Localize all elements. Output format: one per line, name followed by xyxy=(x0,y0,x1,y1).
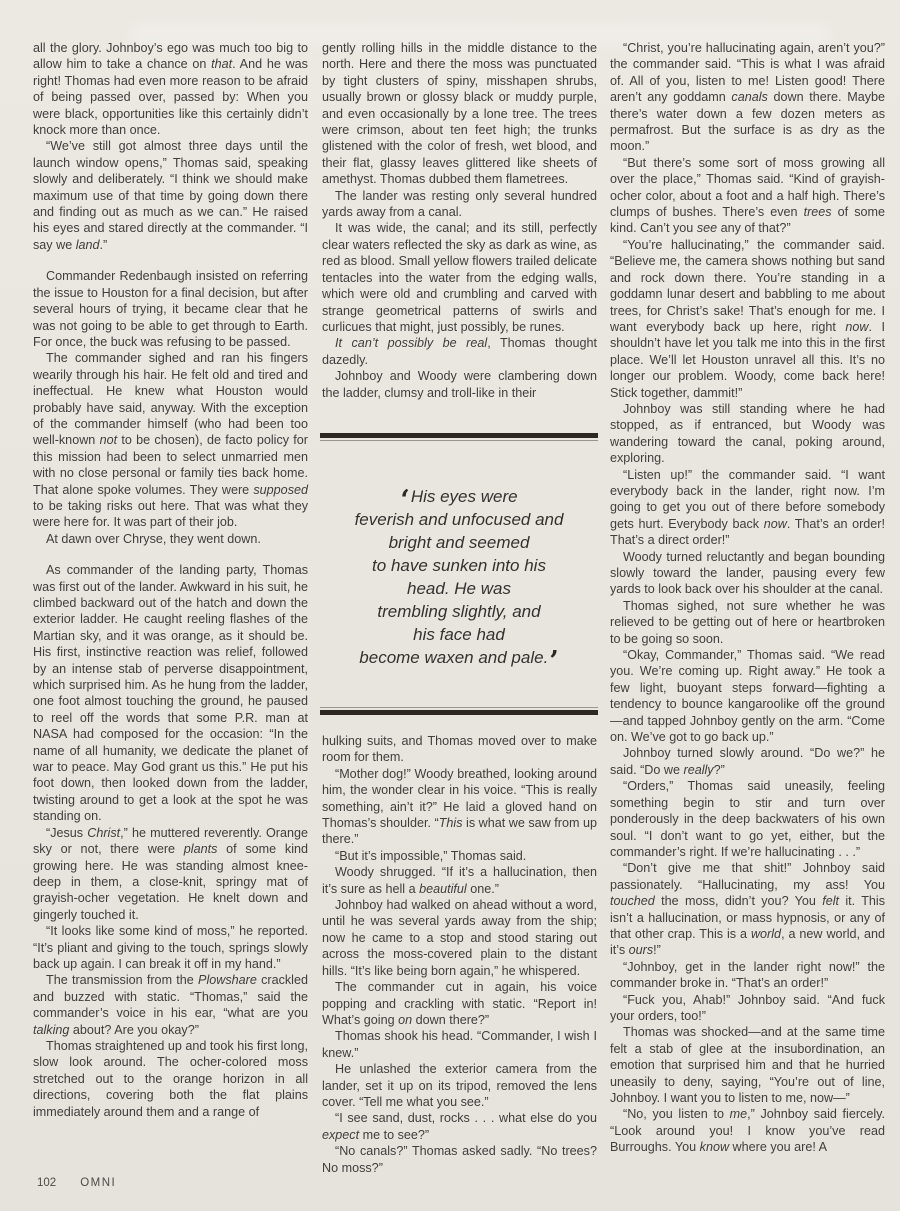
open-quote-mark: ‘ xyxy=(400,485,410,516)
paragraph: Woody shrugged. “If it’s a hallucination, then it’s sure as hell a beautiful one.” xyxy=(322,865,597,896)
pull-quote-line: ‘His eyes were xyxy=(400,485,518,516)
paragraph: “Okay, Commander,” Thomas said. “We read you. We’re coming up. Right away.” He took a few light, buoyant steps forward—fighting a tendency to bounce kangaroolike off the ground—and tapped Johnboy gently on the arm. “Come on. We’ve got to go back up.” xyxy=(610,648,885,745)
paragraph: Johnboy was still standing where he had stopped, as if entranced, but Woody was wandering toward the canal, poking around, exploring. xyxy=(610,401,885,466)
paragraph: It can’t possibly be real, Thomas thought dazedly. xyxy=(322,336,598,367)
paragraph: The commander sighed and ran his fingers wearily through his hair. He felt old and tired and ineffectual. He knew what Houston would probably have said, anyway. With the exception of the commander himself (who had been too well-known not to be chosen), de facto policy for this mission had been to select unmarried men with no close personal or family ties back home. That alone spoke volumes. They were supposed to be taking risks out here. That was what they were here for. It was part of their job. xyxy=(33,351,309,530)
paragraph: Johnboy turned slowly around. “Do we?” he said. “Do we really?” xyxy=(610,746,885,777)
pull-quote-rule-bottom xyxy=(320,707,598,715)
paragraph: “Fuck you, Ahab!” Johnboy said. “And fuck your orders, too!” xyxy=(610,992,885,1023)
pull-quote-line: head. He was xyxy=(407,579,511,598)
text-column-2-lower xyxy=(322,733,597,1175)
paragraph: Thomas straightened up and took his first long, slow look around. The ocher-colored moss stretched out to the orange horizon in all directions, covering both the flat plains immediately around them and a range of xyxy=(33,1038,308,1119)
paragraph: “Christ, you’re hallucinating again, aren’t you?” the commander said. “This is what I was afraid of. All of you, listen to me! Listen good! There aren’t any goddamn canals down there. Maybe there’s water down a few dozen meters as permafrost. But the surface is as dry as the moon.” xyxy=(610,41,885,154)
pull-quote-line: become waxen and pale.’ xyxy=(359,646,559,677)
paragraph: Thomas was shocked—and at the same time felt a stab of glee at the insubordination, an emotion that surprised him and that he hurried uneasily to deny, saying, “You’re out of line, Johnboy. I want you to listen to me, now—” xyxy=(610,1025,885,1105)
pull-quote-line: trembling slightly, and xyxy=(377,602,541,621)
paragraph: The lander was resting only several hundred yards away from a canal. xyxy=(322,188,597,220)
paragraph: At dawn over Chryse, they went down. xyxy=(46,531,261,546)
pull-quote-line: to have sunken into his xyxy=(372,556,546,575)
pull-quote-line: feverish and unfocused and xyxy=(354,510,564,529)
paragraph: all the glory. Johnboy’s ego was much too big to allow him to take a chance on that. And he was right! Thomas had even more reason to be afraid of being passed over, passed by: When you were black, opportunities like this certainly didn’t knock more than once. xyxy=(33,41,308,138)
paragraph: It was wide, the canal; and its still, perfectly clear waters reflected the sky as dark as wine, as red as blood. Small yellow flowers trailed delicate tentacles into the water from the edging walls, which were old and crumbling and carved with strange geometrical patterns of swirls and curlicues that might, just possibly, be runes. xyxy=(322,221,597,334)
paragraph: “But there’s some sort of moss growing all over the place,” Thomas said. “Kind of grayish-ocher color, about a foot and a half high. There’s clumps of bushes. There’s even trees of some kind. Can’t you see any of that?” xyxy=(610,155,885,236)
paragraph: “But it’s impossible,” Thomas said. xyxy=(335,848,527,863)
pull-quote-line: his face had xyxy=(413,625,505,644)
paragraph: gently rolling hills in the middle distance to the north. Here and there the moss was punctuated by tight clusters of spiny, misshapen shrubs, usually brown or glossy black or muddy purple, and even occasionally by a lone tree. The trees were crimson, about ten feet high; the trunks glistened with the color of fresh, wet blood, and their flat, glassy leaves glittered like sheets of amethyst. Thomas dubbed them flametrees. xyxy=(322,41,597,187)
paragraph: Johnboy and Woody were clambering down the ladder, clumsy and troll-like in their xyxy=(322,369,597,400)
paragraph: Commander Redenbaugh insisted on referring the issue to Houston for a final decision, but after several hours of trying, it became clear that he was not going to be able to get through to Earth. For once, the buck was refusing to be passed. xyxy=(33,269,308,349)
paragraph: “I see sand, dust, rocks . . . what else do you expect me to see?” xyxy=(322,1111,597,1142)
paragraph: “Don’t give me that shit!” Johnboy said passionately. “Hallucinating, my ass! You touched the moss, didn’t you? You felt it. This isn’t a hallucination, or mass hypnosis, or any of that other crap. This is a world, a new world, and it’s ours!” xyxy=(610,861,886,958)
paragraph: “No, you listen to me,” Johnboy said fiercely. “Look around you! I know you’ve read Burroughs. You know where you are! A xyxy=(610,1107,885,1155)
paragraph: He unlashed the exterior camera from the lander, set it up on its tripod, removed the lens cover. “Tell me what you see.” xyxy=(322,1062,597,1109)
paragraph: The transmission from the Plowshare crackled and buzzed with static. “Thomas,” said the commander’s voice in his ear, “what are you talking about? Are you okay?” xyxy=(33,973,308,1037)
paragraph: hulking suits, and Thomas moved over to make room for them. xyxy=(322,734,597,765)
paragraph: “Mother dog!” Woody breathed, looking around him, the wonder clear in his voice. “This is really something, ain’t it?” He laid a gloved hand on Thomas’s shoulder. “This is what we saw from up there.” xyxy=(322,766,597,847)
paragraph: “No canals?” Thomas asked sadly. “No trees? No moss?” xyxy=(322,1144,597,1175)
paragraph: “It looks like some kind of moss,” he reported. “It’s pliant and giving to the touch, springs slowly back up again. I can break it off in my hand.” xyxy=(33,924,308,971)
paragraph: Woody turned reluctantly and began bounding slowly toward the lander, pausing every few yards to look back over his shoulder at the canal. xyxy=(610,549,885,597)
pull-quote-line: bright and seemed xyxy=(388,533,530,552)
page-number: 102 xyxy=(37,1177,57,1189)
paragraph: “You’re hallucinating,” the commander said. “Believe me, the camera shows nothing but sand and rock down there. You’re standing in a goddamn lunar desert and babbling to me about trees, for Christ’s sake! That’s enough for me. I want everybody back up here, right now. I shouldn’t have let you talk me into this in the first place. We’ll let Houston unravel all this. It’s no longer our problem. Woody, come back here! Stick together, dammit!” xyxy=(610,237,886,400)
paragraph: The commander cut in again, his voice popping and crackling with static. “Report in! What’s going on down there?” xyxy=(322,980,597,1027)
text-column-3 xyxy=(610,40,885,1172)
paragraph: As commander of the landing party, Thomas was first out of the lander. Awkward in his suit, he climbed backward out of the hatch and down the exterior ladder. He caught reeling flashes of the Martian sky, and it was orange, as it should be. His first, instinctive reaction was relief, followed by an intense stab of perverse disappointment, which surprised him. As he hung from the ladder, one foot almost touching the ground, he paused to reel off the words that some P.R. man at NASA had composed for the occasion: “In the name of all humanity, we dedicate the planet of war to peace. May God grant us this.” He put his foot down, then looked down from the ladder, twisting around to get a look at the spot he was standing on. xyxy=(33,563,308,824)
pull-quote-text xyxy=(320,441,598,707)
paragraph: “Jesus Christ,” he muttered reverently. Orange sky or not, there were plants of some kind growing here. He was standing almost knee-deep in them, a close-knit, springy mat of grayish-ocher vegetation. He knelt down and gingerly touched it. xyxy=(33,825,308,922)
pull-quote xyxy=(320,433,598,715)
text-column-2-upper xyxy=(322,40,597,427)
paragraph: “Listen up!” the commander said. “I want everybody back in the lander, right now. I’m going to get you out of there before somebody gets hurt. Everybody back now. That’s an order! That’s a direct order!” xyxy=(610,467,885,548)
paragraph: Thomas sighed, not sure whether he was relieved to be getting out of here or heartbroken to be going so soon. xyxy=(610,598,885,646)
paragraph: “We’ve still got almost three days until the launch window opens,” Thomas said, speaking slowly and deliberately. “I think we should make maximum use of that time by going down there and finding out as much as we can.” He raised his eyes and stared directly at the commander. “I say we land.” xyxy=(33,139,308,252)
pull-quote-rule-top xyxy=(320,433,598,441)
page-footer xyxy=(37,1177,116,1189)
magazine-name: OMNI xyxy=(80,1177,117,1189)
close-quote-mark: ’ xyxy=(549,646,559,677)
paragraph: “Orders,” Thomas said uneasily, feeling something begin to stir and turn over ponderously in the deep backwaters of his own soul. “I don’t want to go yet, either, but the commander’s right. If we’re hallucinating . . .” xyxy=(610,779,885,859)
text-column-1 xyxy=(33,40,308,1172)
paragraph: “Johnboy, get in the lander right now!” the commander broke in. “That’s an order!” xyxy=(610,959,885,991)
paragraph: Thomas shook his head. “Commander, I wish I knew.” xyxy=(322,1029,597,1060)
paragraph: Johnboy had walked on ahead without a word, until he was several yards away from the ship; now he came to a stop and stood staring out across the moss-covered plain to the distant hills. “It’s like being born again,” he whispered. xyxy=(322,898,597,978)
